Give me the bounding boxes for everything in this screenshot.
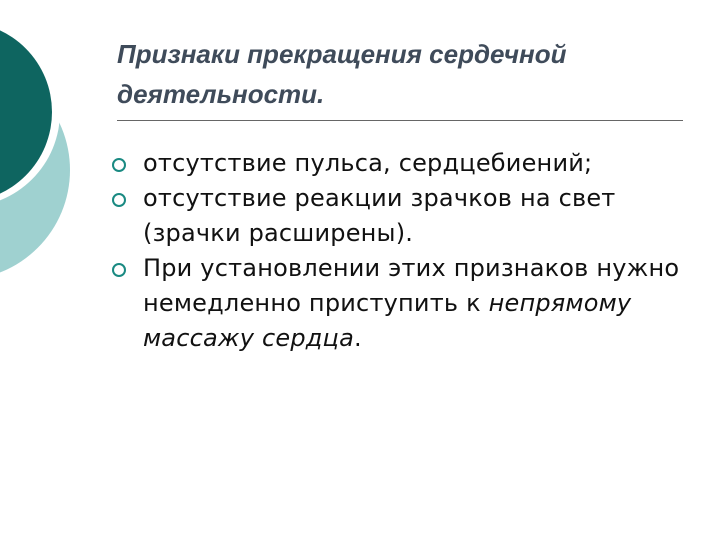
bullet-item: [112, 181, 712, 251]
title-divider: [117, 120, 683, 121]
bullet-item: [112, 146, 712, 181]
bullet-text-end: .: [354, 324, 362, 352]
circle-bullet-icon: [112, 263, 126, 277]
slide-title: Признаки прекращения сердечной деятельности.: [117, 39, 567, 109]
bullet-text: [143, 254, 679, 352]
bullet-list: [112, 146, 712, 356]
bullet-item: [112, 251, 712, 356]
bullet-text: отсутствие реакции зрачков на свет (зрачки расширены).: [143, 184, 616, 247]
decorative-circles: [0, 0, 120, 320]
bullet-text: отсутствие пульса, сердцебиений;: [143, 149, 593, 177]
circle-bullet-icon: [112, 158, 126, 172]
bullet-text-italic: непрямому массажу сердца: [143, 289, 632, 352]
bullet-text-plain: При установлении этих признаков нужно немедленно приступить к: [143, 254, 680, 317]
circle-bullet-icon: [112, 193, 126, 207]
